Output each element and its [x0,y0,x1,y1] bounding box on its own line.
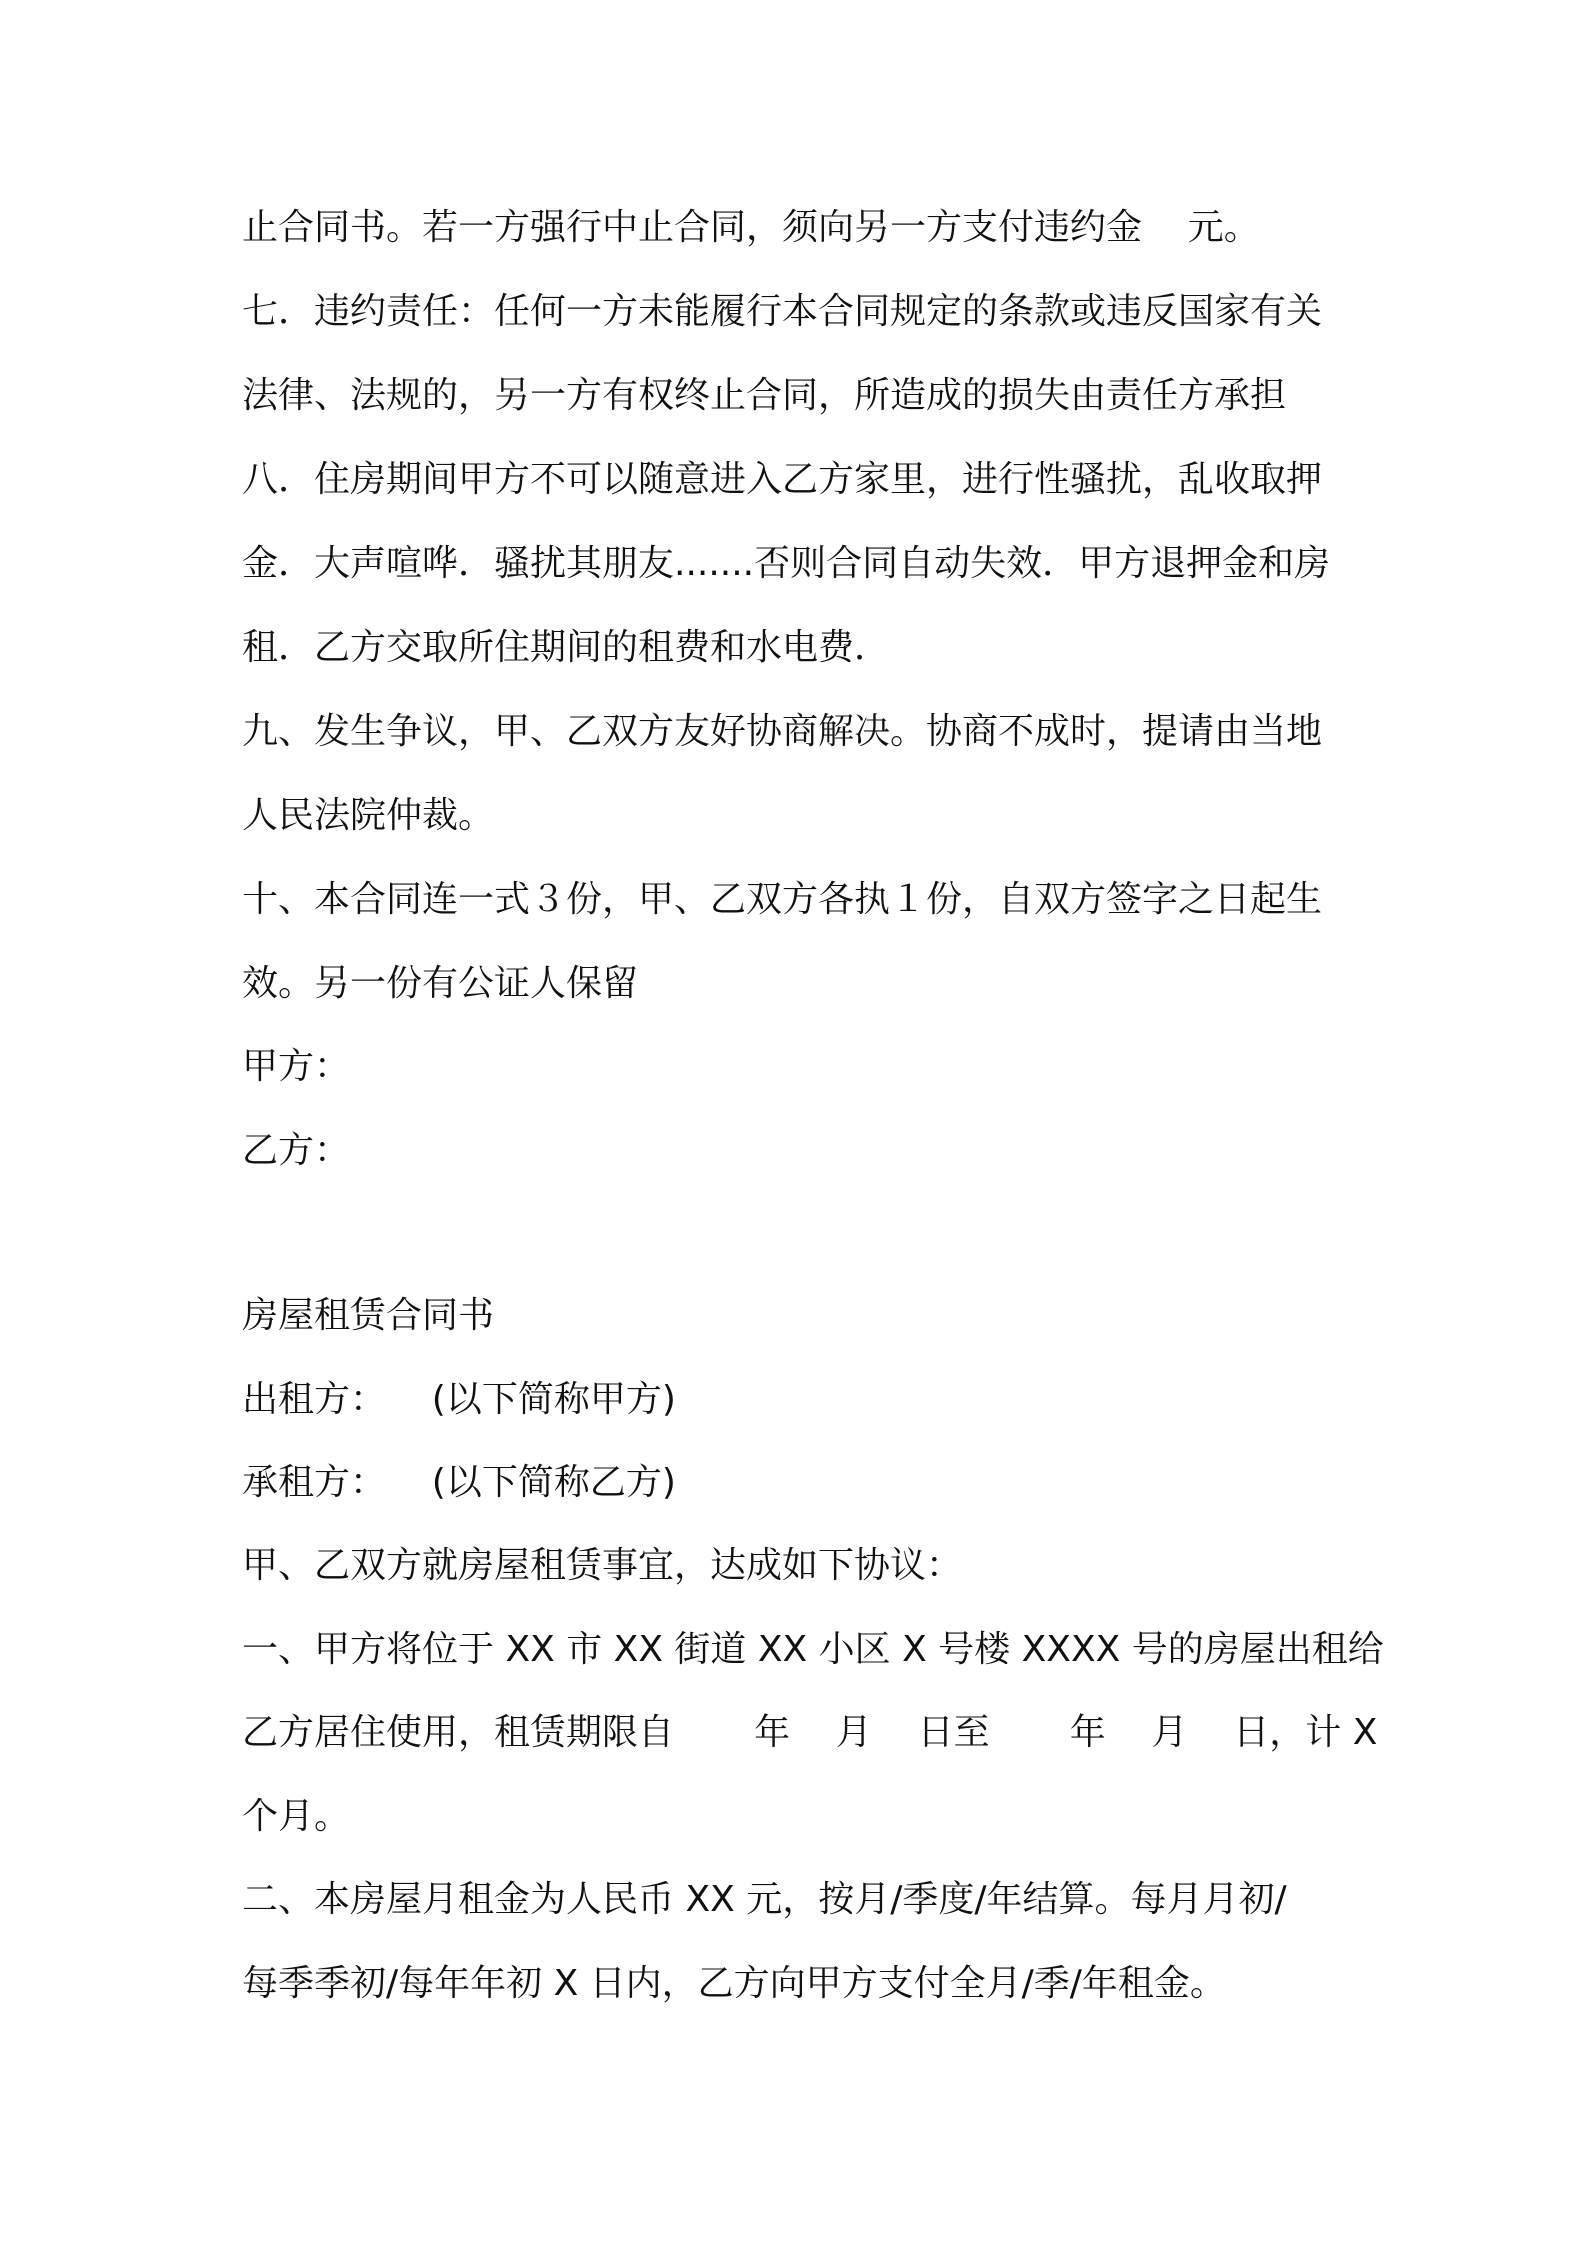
party-a-signature-label: 甲方： [242,1046,351,1087]
text-line: 甲、乙双方就房屋租赁事宜，达成如下协议： [242,1545,963,1586]
lessee-line: 承租方： (以下简称乙方) [242,1462,676,1503]
text-line: 八．住房期间甲方不可以随意进入乙方家里，进行性骚扰，乱收取押 [242,459,1323,500]
text-line: 效。另一份有公证人保留 [242,963,639,1004]
party-b-signature-label: 乙方： [242,1130,351,1171]
text-line: 七．违约责任：任何一方未能履行本合同规定的条款或违反国家有关 [242,291,1323,332]
text-line: 每季季初/每年年初 X 日内，乙方向甲方支付全月/季/年租金。 [242,1963,1226,2004]
text-line: 二、本房屋月租金为人民币 XX 元，按月/季度/年结算。每月月初/ [242,1879,1287,1920]
text-line: 租．乙方交取所住期间的租费和水电费． [242,627,891,668]
text-line: 止合同书。若一方强行中止合同，须向另一方支付违约金 元。 [242,207,1260,248]
text-line: 十、本合同连一式３份，甲、乙双方各执１份，自双方签字之日起生 [242,879,1323,920]
text-line: 个月。 [242,1796,351,1837]
document-title: 房屋租赁合同书 [242,1295,495,1336]
text-line: 乙方居住使用，租赁期限自 年 月 日至 年 月 日，计 X [242,1712,1378,1753]
text-line: 法律、法规的，另一方有权终止合同，所造成的损失由责任方承担 [242,375,1287,416]
text-line: 金．大声喧哗．骚扰其朋友.......否则合同自动失效．甲方退押金和房 [242,543,1331,584]
text-line: 九、发生争议，甲、乙双方友好协商解决。协商不成时，提请由当地 [242,711,1323,752]
text-line: 人民法院仲裁。 [242,795,495,836]
lessor-line: 出租方： (以下简称甲方) [242,1379,676,1420]
text-line: 一、甲方将位于 XX 市 XX 街道 XX 小区 X 号楼 XXXX 号的房屋出租给 [242,1629,1384,1670]
